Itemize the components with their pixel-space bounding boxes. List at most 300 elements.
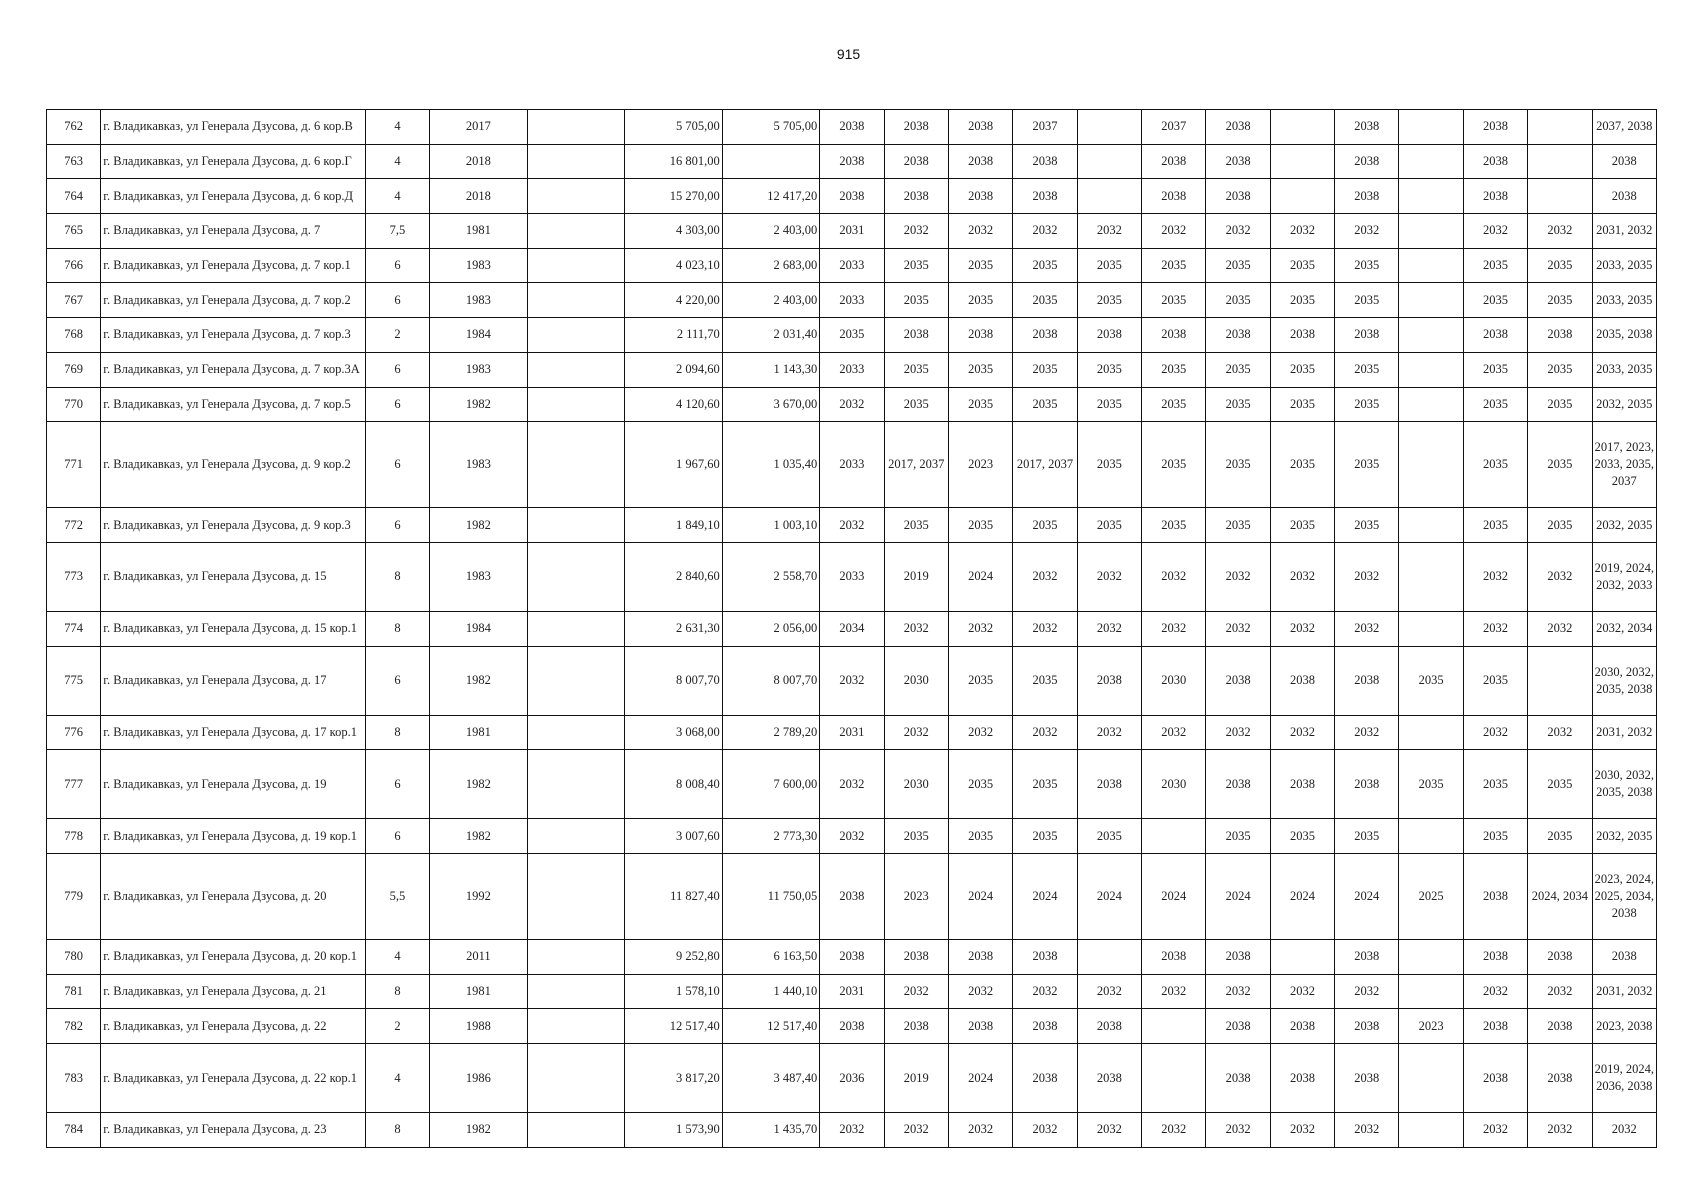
repair-year-cell: 2038 xyxy=(884,179,948,214)
repair-year-cell: 2032 xyxy=(884,1113,948,1148)
row-number-cell: 783 xyxy=(47,1044,101,1113)
repair-year-cell: 2024 xyxy=(948,853,1012,939)
repair-year-cell: 2035 xyxy=(1206,387,1270,422)
repair-year-cell: 2032 xyxy=(1206,715,1270,750)
repair-year-cell: 2032 xyxy=(1463,611,1527,646)
area-living-cell: 2 789,20 xyxy=(722,715,820,750)
repair-year-cell: 2035 xyxy=(1463,750,1527,819)
repair-year-cell: 2035 xyxy=(1013,248,1077,283)
table-row xyxy=(47,611,1657,646)
repair-year-cell xyxy=(1528,144,1592,179)
repair-year-cell: 2035 xyxy=(1142,422,1206,508)
table-row xyxy=(47,352,1657,387)
table-row xyxy=(47,422,1657,508)
address-cell: г. Владикавказ, ул Генерала Дзусова, д. 15 xyxy=(101,542,365,611)
blank-cell xyxy=(527,1009,625,1044)
repair-year-cell: 2023 xyxy=(1399,1009,1463,1044)
repair-year-cell: 2030, 2032, 2035, 2038 xyxy=(1592,750,1656,819)
repair-year-cell: 2035 xyxy=(884,352,948,387)
year-cell: 1992 xyxy=(430,853,528,939)
repair-year-cell: 2035 xyxy=(1206,352,1270,387)
address-cell: г. Владикавказ, ул Генерала Дзусова, д. 22 кор.1 xyxy=(101,1044,365,1113)
repair-year-cell: 2035 xyxy=(1528,248,1592,283)
repair-year-cell: 2035 xyxy=(1142,387,1206,422)
table-row xyxy=(47,144,1657,179)
repair-year-cell: 2032 xyxy=(1077,715,1141,750)
blank-cell xyxy=(527,939,625,974)
repair-year-cell: 2035 xyxy=(1013,646,1077,715)
area-total-cell: 4 120,60 xyxy=(625,387,723,422)
repair-year-cell: 2032 xyxy=(1528,611,1592,646)
row-number-cell: 765 xyxy=(47,214,101,249)
repair-year-cell: 2038 xyxy=(1463,144,1527,179)
blank-cell xyxy=(527,542,625,611)
repair-year-cell: 2036 xyxy=(820,1044,884,1113)
repair-year-cell: 2035 xyxy=(884,248,948,283)
area-living-cell: 1 143,30 xyxy=(722,352,820,387)
repair-year-cell: 2035 xyxy=(1463,422,1527,508)
repair-year-cell: 2032 xyxy=(1335,214,1399,249)
year-cell: 1986 xyxy=(430,1044,528,1113)
area-living-cell: 8 007,70 xyxy=(722,646,820,715)
address-cell: г. Владикавказ, ул Генерала Дзусова, д. 7 кор.3А xyxy=(101,352,365,387)
repair-year-cell: 2032, 2035 xyxy=(1592,508,1656,543)
repair-year-cell: 2031 xyxy=(820,974,884,1009)
repair-year-cell: 2019 xyxy=(884,542,948,611)
repair-year-cell: 2038 xyxy=(1142,144,1206,179)
area-living-cell: 3 487,40 xyxy=(722,1044,820,1113)
address-cell: г. Владикавказ, ул Генерала Дзусова, д. 19 xyxy=(101,750,365,819)
repair-year-cell: 2035 xyxy=(1270,352,1334,387)
repair-year-cell: 2035 xyxy=(1206,508,1270,543)
repair-year-cell: 2037 xyxy=(1013,110,1077,145)
repair-year-cell: 2035 xyxy=(1013,750,1077,819)
row-number-cell: 775 xyxy=(47,646,101,715)
repair-year-cell: 2035 xyxy=(1528,819,1592,854)
repair-year-cell: 2035 xyxy=(1077,422,1141,508)
year-cell: 1984 xyxy=(430,318,528,353)
row-number-cell: 768 xyxy=(47,318,101,353)
repair-year-cell: 2038 xyxy=(1528,939,1592,974)
floors-cell: 6 xyxy=(365,352,429,387)
row-number-cell: 762 xyxy=(47,110,101,145)
area-total-cell: 2 840,60 xyxy=(625,542,723,611)
address-cell: г. Владикавказ, ул Генерала Дзусова, д. 7 кор.1 xyxy=(101,248,365,283)
area-total-cell: 4 023,10 xyxy=(625,248,723,283)
repair-year-cell: 2038 xyxy=(820,1009,884,1044)
repair-year-cell: 2032 xyxy=(820,819,884,854)
area-total-cell: 2 111,70 xyxy=(625,318,723,353)
blank-cell xyxy=(527,974,625,1009)
repair-year-cell: 2035 xyxy=(1270,387,1334,422)
repair-year-cell: 2035 xyxy=(1463,387,1527,422)
repair-year-cell: 2038 xyxy=(884,318,948,353)
year-cell: 1981 xyxy=(430,715,528,750)
row-number-cell: 781 xyxy=(47,974,101,1009)
repair-year-cell: 2038 xyxy=(820,179,884,214)
repair-year-cell: 2035 xyxy=(1206,283,1270,318)
area-total-cell: 1 967,60 xyxy=(625,422,723,508)
repair-year-cell: 2019, 2024, 2036, 2038 xyxy=(1592,1044,1656,1113)
repair-year-cell: 2038 xyxy=(1592,144,1656,179)
year-cell: 1982 xyxy=(430,819,528,854)
repair-year-cell: 2038 xyxy=(1013,1044,1077,1113)
repair-year-cell: 2038 xyxy=(1463,1044,1527,1113)
area-total-cell: 3 007,60 xyxy=(625,819,723,854)
table-row xyxy=(47,179,1657,214)
repair-year-cell: 2032 xyxy=(1206,1113,1270,1148)
repair-year-cell: 2019, 2024, 2032, 2033 xyxy=(1592,542,1656,611)
repair-year-cell: 2038 xyxy=(1270,750,1334,819)
repair-year-cell: 2023, 2024, 2025, 2034, 2038 xyxy=(1592,853,1656,939)
repair-year-cell: 2035 xyxy=(1013,283,1077,318)
repair-year-cell: 2038 xyxy=(1528,318,1592,353)
repair-year-cell: 2031 xyxy=(820,715,884,750)
address-cell: г. Владикавказ, ул Генерала Дзусова, д. 7 кор.2 xyxy=(101,283,365,318)
area-total-cell: 1 573,90 xyxy=(625,1113,723,1148)
repair-year-cell: 2035 xyxy=(1142,508,1206,543)
area-total-cell: 1 849,10 xyxy=(625,508,723,543)
blank-cell xyxy=(527,750,625,819)
repair-year-cell: 2032 xyxy=(948,974,1012,1009)
repair-year-cell xyxy=(1399,179,1463,214)
repair-year-cell xyxy=(1270,110,1334,145)
year-cell: 2018 xyxy=(430,179,528,214)
housing-registry-table xyxy=(46,109,1657,1148)
repair-year-cell: 2035 xyxy=(884,508,948,543)
blank-cell xyxy=(527,715,625,750)
repair-year-cell: 2035 xyxy=(1335,352,1399,387)
repair-year-cell: 2035 xyxy=(1528,508,1592,543)
blank-cell xyxy=(527,646,625,715)
address-cell: г. Владикавказ, ул Генерала Дзусова, д. 21 xyxy=(101,974,365,1009)
floors-cell: 4 xyxy=(365,144,429,179)
repair-year-cell xyxy=(1399,352,1463,387)
repair-year-cell xyxy=(1399,715,1463,750)
repair-year-cell: 2033 xyxy=(820,352,884,387)
repair-year-cell: 2035 xyxy=(1142,283,1206,318)
area-total-cell: 3 068,00 xyxy=(625,715,723,750)
repair-year-cell xyxy=(1077,179,1141,214)
repair-year-cell: 2038 xyxy=(1270,318,1334,353)
repair-year-cell: 2032 xyxy=(1013,542,1077,611)
repair-year-cell: 2035 xyxy=(1528,283,1592,318)
address-cell: г. Владикавказ, ул Генерала Дзусова, д. 6 кор.В xyxy=(101,110,365,145)
repair-year-cell: 2038 xyxy=(1077,318,1141,353)
floors-cell: 2 xyxy=(365,318,429,353)
table-row xyxy=(47,750,1657,819)
repair-year-cell: 2024 xyxy=(1206,853,1270,939)
address-cell: г. Владикавказ, ул Генерала Дзусова, д. 22 xyxy=(101,1009,365,1044)
repair-year-cell: 2038 xyxy=(1270,1009,1334,1044)
repair-year-cell: 2035 xyxy=(1270,819,1334,854)
table-row xyxy=(47,1113,1657,1148)
blank-cell xyxy=(527,611,625,646)
blank-cell xyxy=(527,318,625,353)
repair-year-cell: 2032 xyxy=(820,508,884,543)
address-cell: г. Владикавказ, ул Генерала Дзусова, д. 20 кор.1 xyxy=(101,939,365,974)
repair-year-cell: 2038 xyxy=(1206,1044,1270,1113)
repair-year-cell: 2025 xyxy=(1399,853,1463,939)
repair-year-cell: 2035 xyxy=(1013,819,1077,854)
table-row xyxy=(47,110,1657,145)
table-row xyxy=(47,387,1657,422)
repair-year-cell: 2038 xyxy=(1463,179,1527,214)
repair-year-cell: 2032 xyxy=(1335,542,1399,611)
repair-year-cell: 2024 xyxy=(948,1044,1012,1113)
row-number-cell: 772 xyxy=(47,508,101,543)
table-row xyxy=(47,318,1657,353)
repair-year-cell: 2032 xyxy=(1335,611,1399,646)
area-living-cell xyxy=(722,144,820,179)
area-living-cell: 1 035,40 xyxy=(722,422,820,508)
repair-year-cell: 2033 xyxy=(820,542,884,611)
area-total-cell: 4 220,00 xyxy=(625,283,723,318)
repair-year-cell: 2031, 2032 xyxy=(1592,214,1656,249)
repair-year-cell: 2038 xyxy=(1013,144,1077,179)
repair-year-cell: 2032 xyxy=(1077,974,1141,1009)
repair-year-cell: 2035 xyxy=(1013,352,1077,387)
blank-cell xyxy=(527,853,625,939)
repair-year-cell: 2032 xyxy=(820,750,884,819)
table-row xyxy=(47,819,1657,854)
repair-year-cell xyxy=(1399,819,1463,854)
blank-cell xyxy=(527,422,625,508)
address-cell: г. Владикавказ, ул Генерала Дзусова, д. 23 xyxy=(101,1113,365,1148)
repair-year-cell: 2035 xyxy=(1013,387,1077,422)
row-number-cell: 777 xyxy=(47,750,101,819)
area-total-cell: 12 517,40 xyxy=(625,1009,723,1044)
blank-cell xyxy=(527,352,625,387)
floors-cell: 8 xyxy=(365,715,429,750)
repair-year-cell: 2035 xyxy=(948,387,1012,422)
repair-year-cell xyxy=(1399,611,1463,646)
repair-year-cell: 2037 xyxy=(1142,110,1206,145)
row-number-cell: 767 xyxy=(47,283,101,318)
row-number-cell: 778 xyxy=(47,819,101,854)
repair-year-cell: 2024 xyxy=(948,542,1012,611)
floors-cell: 8 xyxy=(365,1113,429,1148)
repair-year-cell: 2032 xyxy=(1142,974,1206,1009)
repair-year-cell: 2038 xyxy=(820,144,884,179)
repair-year-cell: 2035 xyxy=(884,819,948,854)
repair-year-cell: 2035 xyxy=(1270,422,1334,508)
floors-cell: 6 xyxy=(365,387,429,422)
floors-cell: 2 xyxy=(365,1009,429,1044)
repair-year-cell: 2032 xyxy=(948,715,1012,750)
repair-year-cell: 2037, 2038 xyxy=(1592,110,1656,145)
table-row xyxy=(47,1009,1657,1044)
repair-year-cell: 2038 xyxy=(1142,179,1206,214)
repair-year-cell: 2038 xyxy=(1270,1044,1334,1113)
repair-year-cell: 2032 xyxy=(1206,542,1270,611)
repair-year-cell: 2035 xyxy=(948,248,1012,283)
repair-year-cell xyxy=(1528,646,1592,715)
repair-year-cell: 2038 xyxy=(1270,646,1334,715)
repair-year-cell: 2035 xyxy=(948,283,1012,318)
repair-year-cell: 2038 xyxy=(1142,318,1206,353)
repair-year-cell xyxy=(1399,387,1463,422)
repair-year-cell: 2032 xyxy=(884,715,948,750)
repair-year-cell: 2035 xyxy=(1463,646,1527,715)
address-cell: г. Владикавказ, ул Генерала Дзусова, д. 17 xyxy=(101,646,365,715)
repair-year-cell: 2019 xyxy=(884,1044,948,1113)
area-living-cell: 3 670,00 xyxy=(722,387,820,422)
repair-year-cell: 2023 xyxy=(948,422,1012,508)
repair-year-cell: 2035 xyxy=(1270,283,1334,318)
repair-year-cell: 2035 xyxy=(948,819,1012,854)
repair-year-cell: 2033, 2035 xyxy=(1592,352,1656,387)
area-total-cell: 9 252,80 xyxy=(625,939,723,974)
area-living-cell: 12 517,40 xyxy=(722,1009,820,1044)
repair-year-cell: 2024 xyxy=(1270,853,1334,939)
repair-year-cell: 2024, 2034 xyxy=(1528,853,1592,939)
row-number-cell: 779 xyxy=(47,853,101,939)
repair-year-cell: 2032, 2035 xyxy=(1592,819,1656,854)
address-cell: г. Владикавказ, ул Генерала Дзусова, д. 9 кор.2 xyxy=(101,422,365,508)
repair-year-cell: 2032 xyxy=(1270,715,1334,750)
repair-year-cell xyxy=(1077,144,1141,179)
repair-year-cell: 2032 xyxy=(1013,715,1077,750)
repair-year-cell: 2032 xyxy=(1206,611,1270,646)
floors-cell: 6 xyxy=(365,283,429,318)
repair-year-cell: 2035 xyxy=(948,508,1012,543)
repair-year-cell: 2038 xyxy=(1528,1044,1592,1113)
repair-year-cell: 2035 xyxy=(1335,508,1399,543)
repair-year-cell: 2038 xyxy=(1206,318,1270,353)
repair-year-cell: 2032 xyxy=(1142,542,1206,611)
address-cell: г. Владикавказ, ул Генерала Дзусова, д. 15 кор.1 xyxy=(101,611,365,646)
year-cell: 1984 xyxy=(430,611,528,646)
repair-year-cell: 2033, 2035 xyxy=(1592,283,1656,318)
repair-year-cell: 2038 xyxy=(1206,939,1270,974)
year-cell: 1982 xyxy=(430,508,528,543)
table-row xyxy=(47,646,1657,715)
repair-year-cell: 2038 xyxy=(884,939,948,974)
floors-cell: 8 xyxy=(365,542,429,611)
year-cell: 1988 xyxy=(430,1009,528,1044)
repair-year-cell: 2032 xyxy=(1077,1113,1141,1148)
repair-year-cell: 2038 xyxy=(1077,1044,1141,1113)
area-living-cell: 12 417,20 xyxy=(722,179,820,214)
repair-year-cell xyxy=(1399,1044,1463,1113)
repair-year-cell: 2038 xyxy=(948,318,1012,353)
area-living-cell: 1 435,70 xyxy=(722,1113,820,1148)
repair-year-cell: 2035 xyxy=(1206,819,1270,854)
repair-year-cell xyxy=(1077,939,1141,974)
repair-year-cell xyxy=(1142,1044,1206,1113)
repair-year-cell: 2031, 2032 xyxy=(1592,715,1656,750)
floors-cell: 5,5 xyxy=(365,853,429,939)
area-living-cell: 5 705,00 xyxy=(722,110,820,145)
repair-year-cell: 2030 xyxy=(1142,750,1206,819)
repair-year-cell: 2030 xyxy=(884,750,948,819)
blank-cell xyxy=(527,144,625,179)
area-total-cell: 4 303,00 xyxy=(625,214,723,249)
repair-year-cell: 2035, 2038 xyxy=(1592,318,1656,353)
floors-cell: 4 xyxy=(365,110,429,145)
floors-cell: 6 xyxy=(365,422,429,508)
repair-year-cell: 2038 xyxy=(1013,1009,1077,1044)
repair-year-cell: 2035 xyxy=(1142,352,1206,387)
repair-year-cell: 2038 xyxy=(1463,110,1527,145)
repair-year-cell: 2038 xyxy=(1077,1009,1141,1044)
area-living-cell: 2 558,70 xyxy=(722,542,820,611)
repair-year-cell xyxy=(1142,819,1206,854)
row-number-cell: 773 xyxy=(47,542,101,611)
repair-year-cell: 2038 xyxy=(1335,939,1399,974)
repair-year-cell: 2032 xyxy=(1077,214,1141,249)
repair-year-cell: 2035 xyxy=(884,283,948,318)
repair-year-cell: 2038 xyxy=(948,1009,1012,1044)
year-cell: 1981 xyxy=(430,974,528,1009)
repair-year-cell: 2035 xyxy=(1335,387,1399,422)
repair-year-cell: 2038 xyxy=(1335,144,1399,179)
repair-year-cell: 2038 xyxy=(1335,1009,1399,1044)
repair-year-cell xyxy=(1270,179,1334,214)
repair-year-cell: 2032 xyxy=(1592,1113,1656,1148)
repair-year-cell: 2032 xyxy=(1528,214,1592,249)
area-living-cell: 2 773,30 xyxy=(722,819,820,854)
repair-year-cell: 2038 xyxy=(1206,646,1270,715)
repair-year-cell xyxy=(1270,939,1334,974)
row-number-cell: 774 xyxy=(47,611,101,646)
table-body xyxy=(47,110,1657,1148)
area-total-cell: 15 270,00 xyxy=(625,179,723,214)
repair-year-cell: 2032 xyxy=(1142,1113,1206,1148)
repair-year-cell xyxy=(1142,1009,1206,1044)
repair-year-cell: 2032 xyxy=(820,387,884,422)
address-cell: г. Владикавказ, ул Генерала Дзусова, д. 7 кор.5 xyxy=(101,387,365,422)
repair-year-cell: 2038 xyxy=(884,110,948,145)
repair-year-cell: 2032 xyxy=(1528,974,1592,1009)
table-row xyxy=(47,715,1657,750)
repair-year-cell: 2032 xyxy=(1270,1113,1334,1148)
area-living-cell: 2 031,40 xyxy=(722,318,820,353)
repair-year-cell: 2035 xyxy=(1206,248,1270,283)
repair-year-cell: 2038 xyxy=(1206,1009,1270,1044)
repair-year-cell: 2035 xyxy=(1270,508,1334,543)
repair-year-cell: 2032 xyxy=(948,611,1012,646)
floors-cell: 6 xyxy=(365,508,429,543)
repair-year-cell: 2032 xyxy=(1142,214,1206,249)
row-number-cell: 766 xyxy=(47,248,101,283)
area-total-cell: 8 007,70 xyxy=(625,646,723,715)
repair-year-cell: 2032 xyxy=(884,974,948,1009)
repair-year-cell: 2032 xyxy=(1013,974,1077,1009)
repair-year-cell: 2038 xyxy=(884,144,948,179)
table-row xyxy=(47,283,1657,318)
repair-year-cell: 2032 xyxy=(820,1113,884,1148)
repair-year-cell: 2032, 2034 xyxy=(1592,611,1656,646)
address-cell: г. Владикавказ, ул Генерала Дзусова, д. 6 кор.Г xyxy=(101,144,365,179)
address-cell: г. Владикавказ, ул Генерала Дзусова, д. 17 кор.1 xyxy=(101,715,365,750)
repair-year-cell: 2017, 2037 xyxy=(884,422,948,508)
repair-year-cell xyxy=(1399,422,1463,508)
repair-year-cell: 2032, 2035 xyxy=(1592,387,1656,422)
table-row xyxy=(47,542,1657,611)
address-cell: г. Владикавказ, ул Генерала Дзусова, д. 19 кор.1 xyxy=(101,819,365,854)
repair-year-cell xyxy=(1399,542,1463,611)
blank-cell xyxy=(527,283,625,318)
table-row xyxy=(47,1044,1657,1113)
repair-year-cell: 2038 xyxy=(1335,646,1399,715)
repair-year-cell: 2032 xyxy=(820,646,884,715)
repair-year-cell: 2031, 2032 xyxy=(1592,974,1656,1009)
repair-year-cell xyxy=(1399,110,1463,145)
area-living-cell: 2 403,00 xyxy=(722,214,820,249)
repair-year-cell: 2038 xyxy=(1463,318,1527,353)
